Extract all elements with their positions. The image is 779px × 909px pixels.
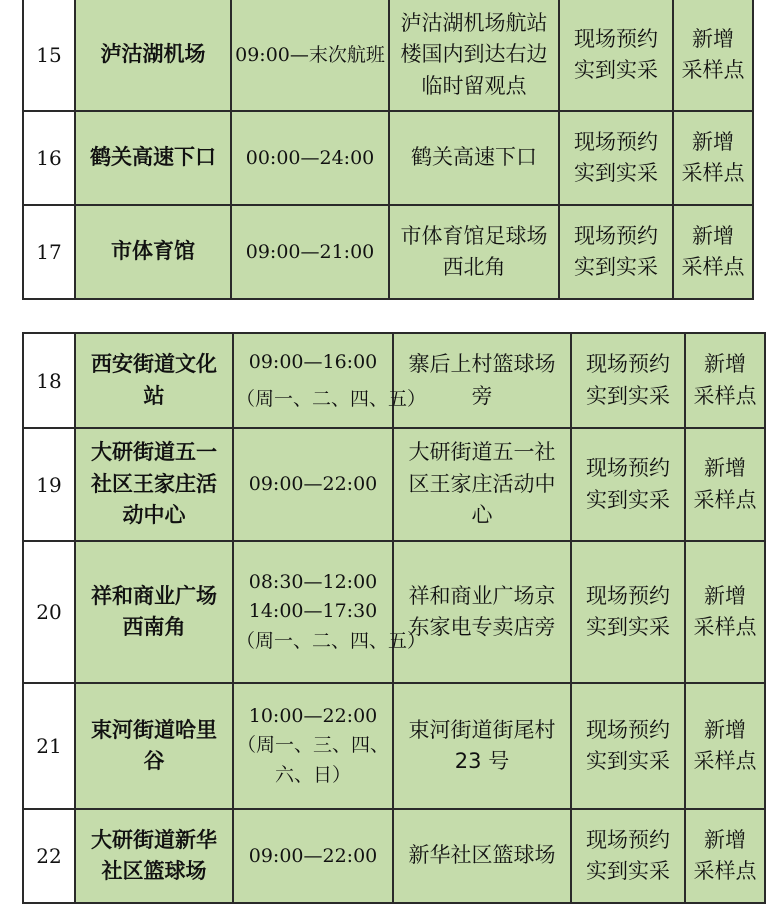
sampling-mode-line: 现场预约 [586, 827, 670, 852]
service-hours-line: 09:00—21:00 [245, 240, 375, 263]
site-address-line: 新华社区篮球场 [408, 843, 556, 868]
row-number: 20 [23, 541, 75, 683]
site-address [389, 111, 559, 205]
site-name-line: 大研街道新华 [91, 827, 217, 852]
table-row [23, 333, 765, 428]
sampling-mode-line: 实到实采 [586, 615, 670, 639]
row-number: 19 [23, 428, 75, 541]
site-address-line: 区王家庄活动中 [408, 471, 556, 496]
site-name-line: 社区篮球场 [101, 859, 207, 883]
site-name-line: 鹤关高速下口 [90, 145, 216, 170]
sampling-mode [559, 0, 673, 111]
site-type-line: 采样点 [693, 487, 757, 512]
service-hours-line: 09:00—22:00 [248, 844, 378, 867]
site-type-line: 新增 [704, 827, 746, 852]
service-hours-line: 09:00—22:00 [248, 473, 378, 496]
service-hours-line: 六、日） [274, 763, 351, 786]
sampling-mode-line: 实到实采 [586, 487, 670, 512]
site-type-line: 采样点 [693, 859, 757, 883]
service-hours [233, 809, 393, 903]
site-address [393, 541, 571, 683]
service-hours-line: 09:00—末次航班 [235, 43, 385, 66]
site-name-line: 西安街道文化 [91, 352, 217, 376]
service-hours-line: 10:00—22:00 [248, 704, 378, 727]
service-hours [231, 205, 389, 299]
table-row [23, 0, 753, 111]
table-row [23, 428, 765, 541]
table-row [23, 683, 765, 809]
site-name-line: 泸沽湖机场 [100, 42, 206, 67]
site-type-line: 新增 [692, 223, 734, 248]
service-hours-line: 08:30—12:00 [248, 570, 378, 593]
site-name [75, 428, 233, 541]
site-name [75, 111, 231, 205]
site-type-line: 新增 [692, 26, 734, 51]
sampling-mode [571, 428, 685, 541]
service-hours-line: 14:00—17:30 [248, 600, 378, 623]
service-hours [233, 683, 393, 809]
site-name [75, 809, 233, 903]
site-address-line: 鹤关高速下口 [411, 145, 537, 170]
site-address [389, 205, 559, 299]
site-address-line: 束河街道街尾村 [408, 717, 556, 742]
site-address-line: 旁 [471, 383, 493, 408]
site-address-line: 祥和商业广场京 [408, 583, 556, 608]
site-type-line: 新增 [692, 129, 734, 154]
site-type [673, 111, 753, 205]
site-type-line: 新增 [704, 583, 746, 608]
site-name-line: 站 [143, 383, 165, 408]
row-number: 22 [23, 809, 75, 903]
table-row [23, 541, 765, 683]
site-address-line: 心 [471, 503, 493, 528]
site-type-line: 采样点 [693, 749, 757, 773]
site-address [389, 0, 559, 111]
service-hours-line: 09:00—16:00 [248, 351, 378, 374]
row-number: 17 [23, 205, 75, 299]
sampling-sites-table-2 [22, 332, 766, 904]
site-type [685, 333, 765, 428]
sampling-mode-line: 现场预约 [586, 717, 670, 742]
site-address-line: 东家电专卖店旁 [408, 615, 556, 639]
service-hours-line: （周一、二、四、五） [236, 387, 427, 410]
site-name [75, 541, 233, 683]
site-type-line: 新增 [704, 717, 746, 742]
table-row [23, 205, 753, 299]
sampling-mode-line: 现场预约 [574, 223, 658, 248]
site-address [393, 428, 571, 541]
site-address [393, 809, 571, 903]
row-number: 16 [23, 111, 75, 205]
sampling-mode-line: 实到实采 [574, 161, 658, 185]
site-name [75, 683, 233, 809]
sampling-mode-line: 现场预约 [586, 456, 670, 480]
site-type-line: 采样点 [693, 615, 757, 639]
site-type-line: 采样点 [681, 255, 745, 279]
row-number: 21 [23, 683, 75, 809]
site-type-line: 采样点 [681, 58, 745, 82]
site-type [685, 541, 765, 683]
site-address [393, 683, 571, 809]
site-name-line: 谷 [143, 749, 165, 773]
site-address-line: 临时留观点 [421, 73, 527, 98]
site-type-line: 新增 [704, 456, 746, 480]
site-type-line: 新增 [704, 352, 746, 376]
service-hours-line: （周一、二、四、五） [236, 629, 427, 652]
site-type [673, 0, 753, 111]
sampling-sites-table-1 [22, 0, 754, 300]
site-type-line: 采样点 [681, 161, 745, 185]
service-hours [231, 0, 389, 111]
site-name-line: 祥和商业广场 [91, 583, 217, 608]
sampling-mode-line: 现场预约 [586, 583, 670, 608]
site-name [75, 333, 233, 428]
service-hours [231, 111, 389, 205]
service-hours [233, 333, 427, 428]
service-hours [233, 541, 427, 683]
row-number: 15 [23, 0, 75, 111]
site-type-line: 采样点 [693, 383, 757, 408]
site-name-line: 社区王家庄活 [91, 471, 217, 496]
sampling-mode [571, 809, 685, 903]
row-number: 18 [23, 333, 75, 428]
sampling-mode [571, 541, 685, 683]
sampling-mode [559, 111, 673, 205]
site-address-line: 大研街道五一社 [408, 440, 556, 465]
site-name-line: 市体育馆 [111, 239, 195, 264]
sampling-mode [559, 205, 673, 299]
sampling-mode-line: 现场预约 [586, 352, 670, 376]
site-name-line: 动中心 [122, 503, 186, 528]
sampling-mode-line: 实到实采 [586, 383, 670, 408]
site-type [685, 809, 765, 903]
sampling-mode-line: 实到实采 [574, 255, 658, 279]
site-address-line: 市体育馆足球场 [400, 223, 548, 248]
site-address-line: 西北角 [442, 255, 506, 279]
site-type [685, 683, 765, 809]
sampling-mode [571, 333, 685, 428]
sampling-mode-line: 现场预约 [574, 129, 658, 154]
site-name-line: 束河街道哈里 [91, 717, 217, 742]
service-hours [233, 428, 393, 541]
sampling-mode-line: 实到实采 [586, 749, 670, 773]
site-address [393, 333, 571, 428]
table-row [23, 809, 765, 903]
site-name-line: 西南角 [122, 615, 186, 639]
table-row [23, 111, 753, 205]
service-hours-line: 00:00—24:00 [245, 146, 375, 169]
site-type [685, 428, 765, 541]
sampling-mode-line: 现场预约 [574, 26, 658, 51]
site-type [673, 205, 753, 299]
site-name-line: 大研街道五一 [91, 440, 217, 465]
service-hours-line: （周一、三、四、 [236, 734, 389, 757]
site-address-line: 泸沽湖机场航站 [400, 10, 548, 35]
site-address-line: 寨后上村篮球场 [408, 352, 556, 376]
sampling-mode-line: 实到实采 [586, 859, 670, 883]
site-address-line: 23 号 [454, 749, 510, 773]
sampling-mode [571, 683, 685, 809]
sampling-mode-line: 实到实采 [574, 58, 658, 82]
site-name [75, 0, 231, 111]
site-address-line: 楼国内到达右边 [400, 42, 548, 67]
site-name [75, 205, 231, 299]
